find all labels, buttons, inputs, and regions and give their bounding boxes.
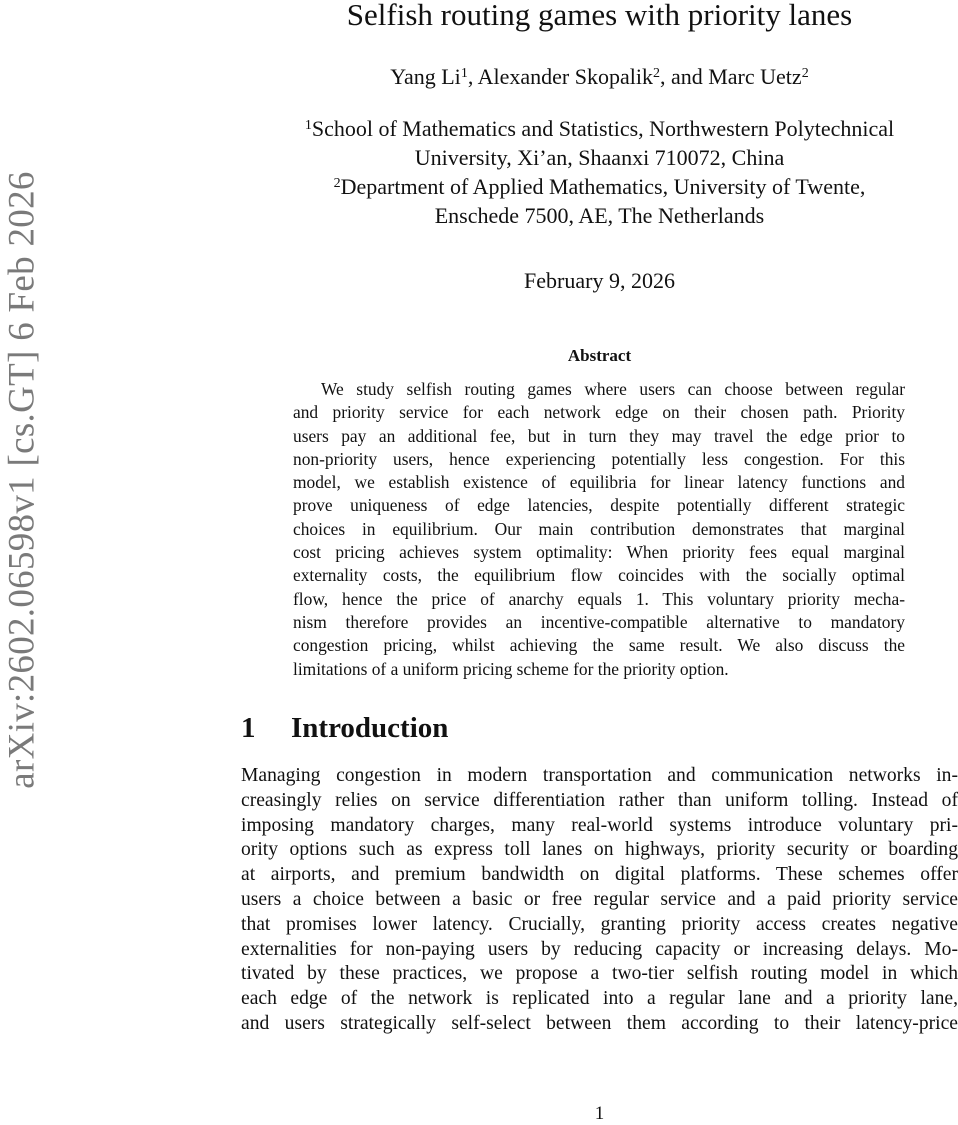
- affiliation-mark: 2: [333, 176, 341, 191]
- affiliation-mark: 1: [304, 118, 312, 133]
- paragraph-line: users a choice between a basic or free regular service and a paid priority service: [241, 888, 958, 910]
- section-title: Introduction: [291, 712, 449, 744]
- abstract-heading: Abstract: [567, 346, 632, 365]
- abstract-line: non-priority users, hence experiencing potentially less congestion. For this: [293, 448, 905, 469]
- author-name: Marc Uetz: [708, 64, 802, 89]
- paper-title: Selfish routing games with priority lanes: [346, 0, 853, 32]
- affiliations: [241, 114, 958, 230]
- section-number: 1: [241, 712, 256, 744]
- abstract-line: choices in equilibrium. Our main contribution demonstrates that marginal: [293, 518, 905, 539]
- author-separator: , and: [659, 64, 709, 89]
- arxiv-identifier[interactable]: arXiv:2602.06598v1 [cs.GT] 6 Feb 2026: [1, 171, 43, 789]
- abstract-line: congestion pricing, whilst achieving the same result. We also discuss the: [293, 635, 905, 656]
- affiliation-mark: 2: [652, 66, 660, 81]
- abstract-line: limitations of a uniform pricing scheme for the priority option.: [293, 658, 729, 679]
- paragraph-line: Managing congestion in modern transportation and communication networks in-: [241, 765, 958, 786]
- paragraph-line: and users strategically self-select between them according to their latency-price: [241, 1012, 958, 1034]
- abstract-line: We study selfish routing games where users can choose between regular: [321, 379, 905, 399]
- paragraph-line: creasingly relies on service differentiation rather than uniform tolling. Instead of: [241, 789, 958, 811]
- affiliation-2-line-2: Enschede 7500, AE, The Netherlands: [434, 203, 765, 228]
- author-name: Alexander Skopalik: [477, 64, 653, 89]
- abstract-line: cost pricing achieves system optimality: When priority fees equal marginal: [293, 542, 905, 563]
- paragraph-line: that promises lower latency. Crucially, granting priority access creates negative: [241, 913, 958, 935]
- affiliation-mark: 1: [460, 66, 468, 81]
- abstract-line: users pay an additional fee, but in turn they may travel the edge prior to: [293, 425, 905, 446]
- abstract-line: flow, hence the price of anarchy equals 1. This voluntary priority mecha-: [293, 588, 905, 609]
- paragraph-line: ority options such as express toll lanes on highways, priority security or boarding: [241, 839, 958, 861]
- affiliation-mark: 2: [801, 66, 809, 81]
- abstract-line: nism therefore provides an incentive-compatible alternative to mandatory: [293, 611, 905, 632]
- paragraph-line: at airports, and premium bandwidth on digital platforms. These schemes offer: [241, 864, 958, 886]
- affiliation-1-line-1: $^1$School of Mathematics and Statistics, Northwestern Polytechnical: [304, 116, 895, 141]
- author-separator: ,: [467, 64, 478, 89]
- abstract-line: model, we establish existence of equilibria for linear latency functions and: [293, 472, 905, 493]
- author-name: Yang Li: [390, 64, 461, 89]
- paragraph-line: tivated by these practices, we propose a two-tier selfish routing model in which: [241, 963, 958, 985]
- abstract-line: and priority service for each network edge on their chosen path. Priority: [293, 402, 905, 423]
- affiliation-1-line-2: University, Xi’an, Shaanxi 710072, China: [414, 145, 785, 170]
- abstract-line: externality costs, the equilibrium flow coincides with the socially optimal: [293, 565, 905, 586]
- introduction-paragraph: [241, 764, 958, 1037]
- paragraph-line: externalities for non-paying users by reducing capacity or increasing delays. Mo-: [241, 938, 958, 960]
- paper-date: February 9, 2026: [524, 268, 675, 293]
- author-list: [241, 64, 958, 90]
- affiliation-2-line-1: $^2$Department of Applied Mathematics, University of Twente,: [333, 174, 866, 199]
- abstract-line: prove uniqueness of edge latencies, despite potentially different strategic: [293, 495, 905, 516]
- section-heading: [241, 710, 448, 746]
- paragraph-line: imposing mandatory charges, many real-world systems introduce voluntary pri-: [241, 814, 958, 836]
- abstract-body: [293, 378, 905, 681]
- paragraph-line: each edge of the network is replicated into a regular lane and a priority lane,: [241, 988, 958, 1010]
- arxiv-sidebar: [0, 0, 44, 1121]
- page-number: 1: [594, 1103, 605, 1124]
